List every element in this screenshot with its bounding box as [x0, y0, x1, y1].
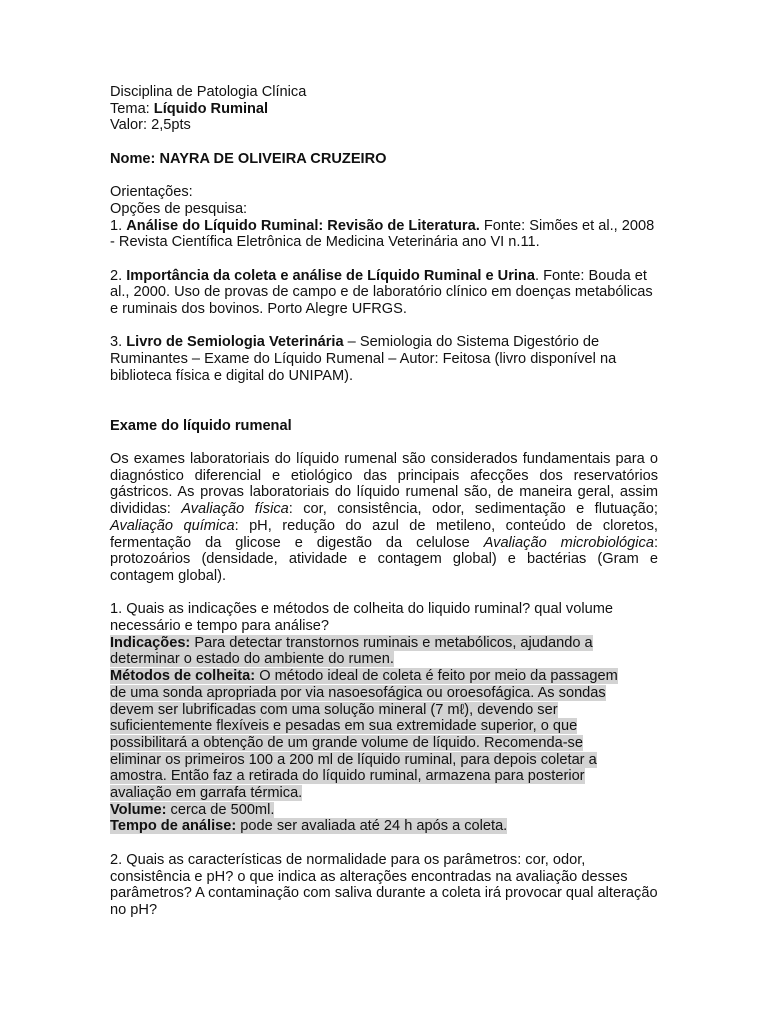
theme-value: Líquido Ruminal [153, 100, 269, 117]
answer-methods: Métodos de colheita: O método ideal de coleta é feito por meio da passagem de uma sonda apropriada por via nasoesofágica ou oroesofágica. As sondas devem ser lubrificadas com uma solução mineral (7 mℓ), devendo ser suficientemente flexíveis e pesadas em sua extremidade superior, o que possibilitará a obtenção de um grande volume de líquido. Recomenda-se eliminar os primeiros 100 a 200 ml de líquido ruminal, para depois coletar a amostra. Então faz a retirada do líquido ruminal, armazena para posterior avaliação em garrafa térmica. [110, 668, 618, 802]
exam-intro-paragraph: Os exames laboratoriais do líquido rumenal são considerados fundamentais para o diagnóstico diferencial e etiológico das principais afecções dos reservatórios gástricos. As provas laboratoriais do líquido rumenal são, de maneira geral, assim divididas: Avaliação física: cor, consistência, odor, sedimentação e flutuação; Avaliação química: pH, redução do azul de metileno, conteúdo de cloretos, fermentação da glicose e digestão da celulose Avaliação microbiológica: protozoários (densidade, atividade e contagem global) e bactérias (Gram e contagem global). [110, 450, 658, 584]
document-page [110, 84, 658, 919]
discipline-line: Disciplina de Patologia Clínica [110, 84, 307, 100]
research-option-2: 2. Importância da coleta e análise de Líquido Ruminal e Urina. Fonte: Bouda et al., 2000. Uso de provas de campo e de laboratório clínico em doenças metabólicas e ruminais dos bovinos. Porto Alegre UFRGS. [110, 267, 653, 318]
research-option-3: 3. Livro de Semiologia Veterinária – Semiologia do Sistema Digestório de Ruminantes – Exame do Líquido Rumenal – Autor: Feitosa (livro disponível na biblioteca física e digital do UNIPAM). [110, 334, 617, 384]
exam-section-title: Exame do líquido rumenal [110, 417, 292, 434]
answer-indications: Indicações: Para detectar transtornos ruminais e metabólicos, ajudando a determinar o estado do ambiente do rumen. [110, 634, 593, 668]
answer-analysis-time: Tempo de análise: pode ser avaliada até 24 h após a coleta. [110, 818, 508, 835]
question-1: 1. Quais as indicações e métodos de colheita do liquido ruminal? qual volume necessário e tempo para análise? [110, 601, 613, 634]
answer-volume: Volume: cerca de 500ml. [110, 801, 275, 818]
guidance-title: Orientações: [110, 184, 193, 201]
guidance-subtitle: Opções de pesquisa: [110, 200, 248, 217]
theme-label: Tema: [110, 100, 154, 117]
value-line: Valor: 2,5pts [110, 117, 191, 134]
theme-line [110, 101, 658, 118]
research-option-1: 1. Análise do Líquido Ruminal: Revisão de Literatura. Fonte: Simões et al., 2008 - Revista Científica Eletrônica de Medicina Veterinária ano VI n.11. [110, 217, 655, 251]
student-name: Nome: NAYRA DE OLIVEIRA CRUZEIRO [110, 150, 387, 167]
question-2: 2. Quais as características de normalidade para os parâmetros: cor, odor, consistência e pH? o que indica as alterações encontradas na avaliação desses parâmetros? A contaminação com saliva durante a coleta irá provocar qual alteração no pH? [110, 851, 658, 918]
